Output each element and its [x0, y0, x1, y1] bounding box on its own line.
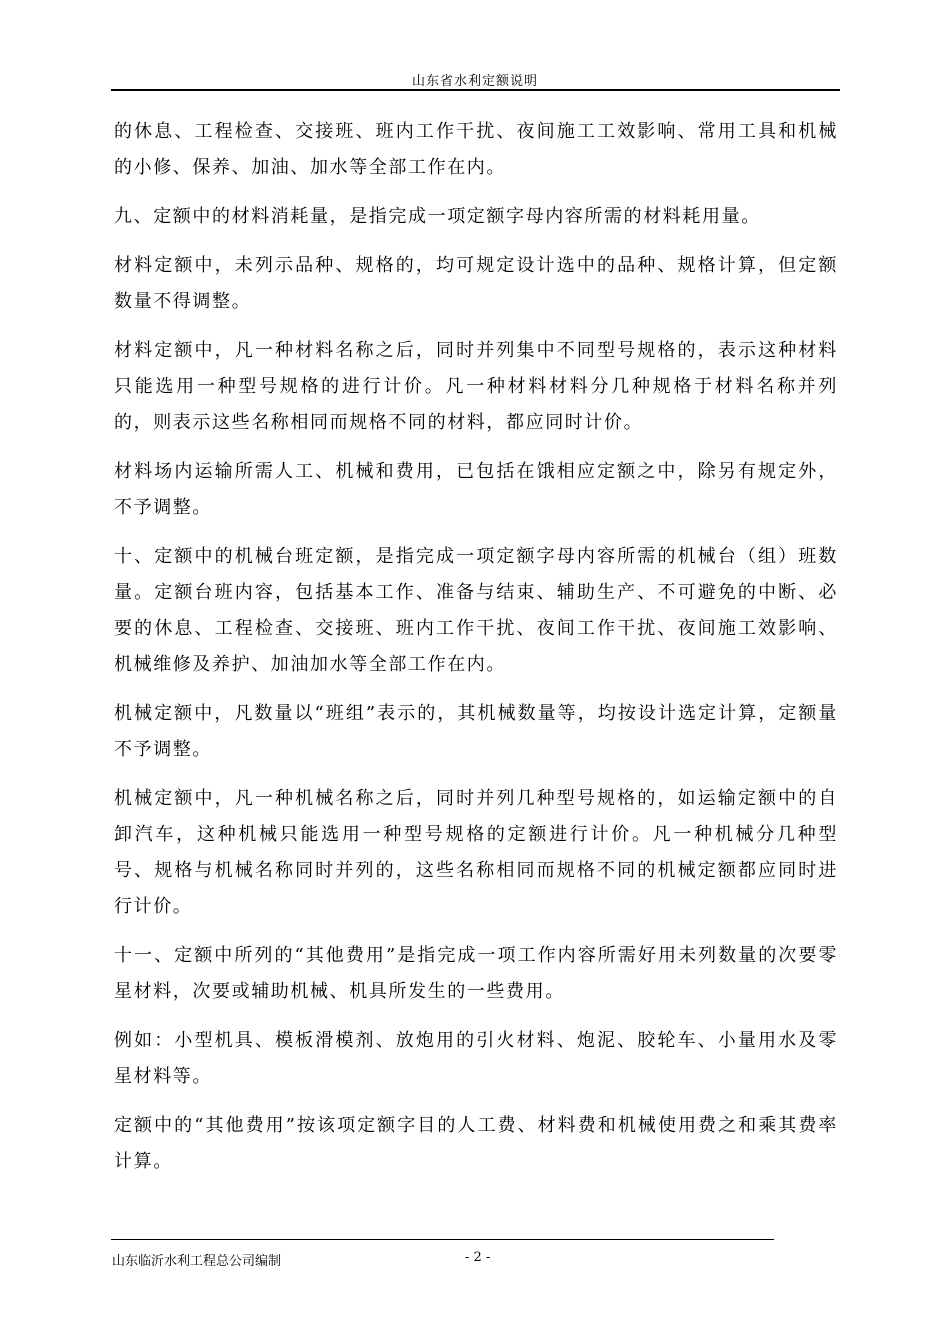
header-title: 山东省水利定额说明 [411, 74, 538, 89]
paragraph: 十、定额中的机械台班定额，是指完成一项定额字母内容所需的机械台（组）班数量。定额台班内容，包括基本工作、准备与结束、辅助生产、不可避免的中断、必要的休息、工程检查、交接班、班内工作干扰、夜间工作干扰、夜间施工效影响、机械维修及养护、加油加水等全部工作在内。 [114, 546, 838, 675]
paragraph: 十一、定额中所列的“其他费用”是指完成一项工作内容所需好用未列数量的次要零星材料，次要或辅助机械、机具所发生的一些费用。 [114, 945, 838, 1002]
paragraph: 例如：小型机具、模板滑模剂、放炮用的引火材料、炮泥、胶轮车、小量用水及零星材料等。 [114, 1030, 838, 1087]
paragraph: 机械定额中，凡一种机械名称之后，同时并列几种型号规格的，如运输定额中的自卸汽车，这种机械只能选用一种型号规格的定额进行计价。凡一种机械分几种型号、规格与机械名称同时并列的，这些名称相同而规格不同的机械定额都应同时进行计价。 [114, 788, 838, 917]
footer-publisher: 山东临沂水利工程总公司编制 [112, 1254, 282, 1269]
paragraph: 材料定额中，凡一种材料名称之后，同时并列集中不同型号规格的，表示这种材料只能选用一种型号规格的进行计价。凡一种材料材料分几种规格于材料名称并列的，则表示这些名称相同而规格不同的材料，都应同时计价。 [114, 340, 838, 433]
paragraph: 的休息、工程检查、交接班、班内工作干扰、夜间施工工效影响、常用工具和机械的小修、保养、加油、加水等全部工作在内。 [114, 121, 838, 178]
paragraph: 机械定额中，凡数量以“班组”表示的，其机械数量等，均按设计选定计算，定额量不予调整。 [114, 703, 838, 760]
header-divider [111, 89, 840, 91]
footer-divider [111, 1239, 774, 1240]
paragraph: 材料定额中，未列示品种、规格的，均可规定设计选中的品种、规格计算，但定额数量不得调整。 [114, 255, 838, 312]
paragraph: 定额中的“其他费用”按该项定额字目的人工费、材料费和机械使用费之和乘其费率计算。 [114, 1115, 838, 1172]
document-body [114, 114, 838, 1193]
paragraph: 材料场内运输所需人工、机械和费用，已包括在饿相应定额之中，除另有规定外，不予调整。 [114, 461, 838, 518]
page-number: - 2 - [465, 1250, 491, 1265]
paragraph: 九、定额中的材料消耗量，是指完成一项定额字母内容所需的材料耗用量。 [114, 206, 761, 227]
